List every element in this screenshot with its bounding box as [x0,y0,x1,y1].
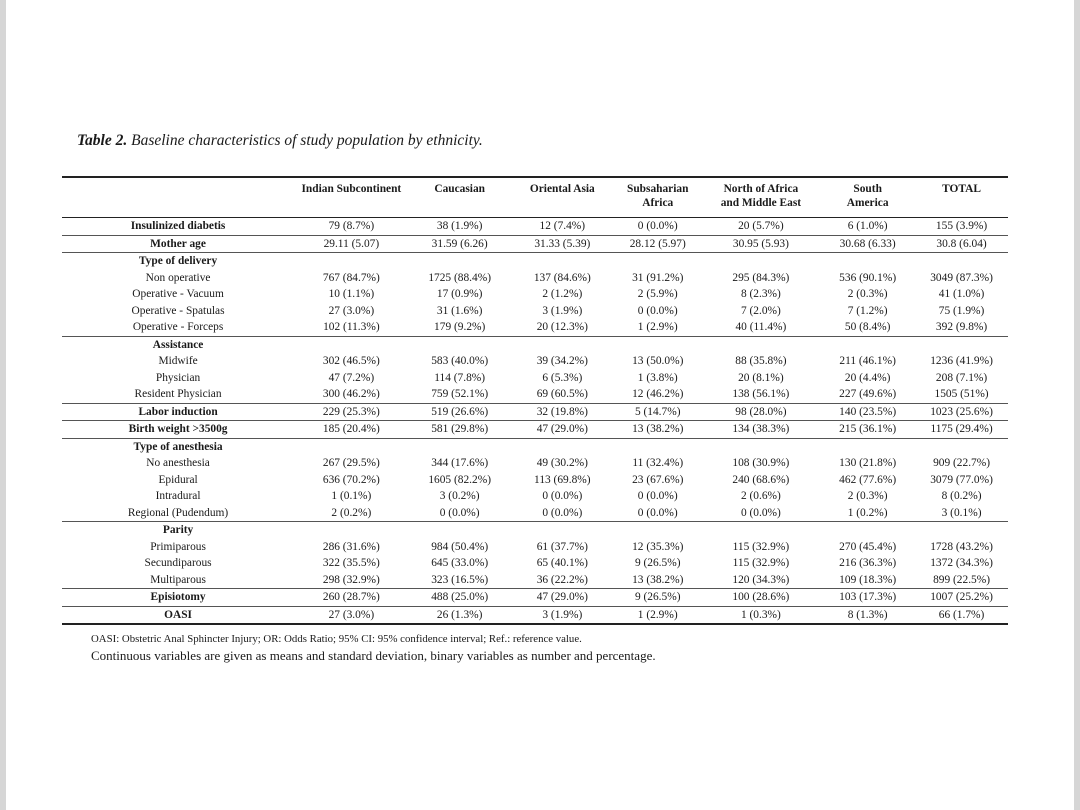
table-cell: 2 (0.6%) [740,490,781,502]
sub-row-label: Intradural [155,490,201,502]
table-row [62,353,1008,370]
table-row [62,606,1008,624]
table-row [62,286,1008,303]
column-header: Oriental Asia [511,177,614,218]
table-cell: 1023 (25.6%) [915,403,1008,421]
empty-cell [614,522,702,539]
table-cell: 8 (1.3%) [820,606,915,624]
table-cell: 100 (28.6%) [702,589,821,607]
table-cell: 302 (46.5%) [322,355,380,367]
table-cell: 11 (32.4%) [632,457,684,469]
table-cell: 3 (1.9%) [542,304,583,317]
sub-row-label: Epidural [158,473,198,486]
table-cell: 1 (0.1%) [331,490,372,502]
table-cell: 49 (30.2%) [536,457,588,469]
table-cell: 109 (18.3%) [820,572,915,589]
empty-cell [511,438,614,455]
table-cell: 1007 (25.2%) [915,589,1008,607]
table-cell: 8 (0.2%) [941,490,982,502]
table-cell: 29.11 (5.07) [294,235,409,253]
table-cell: 1 (2.9%) [614,606,702,624]
table-cell: 1728 (43.2%) [930,540,993,553]
table-cell: 344 (17.6%) [431,457,489,469]
table-cell: 61 (37.7%) [536,540,588,553]
table-cell: 36 (22.2%) [511,572,614,589]
table-cell: 581 (29.8%) [409,421,511,439]
row-label: Type of anesthesia [133,440,223,453]
table-cell: 216 (36.3%) [839,557,897,569]
table-cell: 115 (32.9%) [732,557,790,569]
sub-row-label: Physician [155,371,201,384]
sub-row-label: Secundiparous [144,557,212,569]
empty-cell [409,522,511,539]
table-cell: 767 (84.7%) [322,271,380,284]
table-cell: 69 (60.5%) [511,386,614,403]
row-label: Birth weight >3500g [62,421,294,439]
table-cell: 3 (0.1%) [915,505,1008,522]
table-cell: 1372 (34.3%) [930,557,993,569]
column-header: Subsaharian Africa [614,177,702,218]
table-row [62,572,1008,589]
table-cell: 30.68 (6.33) [820,235,915,253]
table-cell: 300 (46.2%) [294,386,409,403]
table-cell: 31 (1.6%) [436,304,483,317]
table-row [62,539,1008,556]
table-cell: 31.59 (6.26) [409,235,511,253]
table-cell: 0 (0.0%) [614,218,702,236]
section-header-row [62,522,1008,539]
table-cell: 0 (0.0%) [542,490,583,502]
table-cell: 270 (45.4%) [839,540,897,553]
table-cell: 1 (0.2%) [820,505,915,522]
table-cell: 3 (1.9%) [511,606,614,624]
table-cell: 0 (0.0%) [637,304,678,317]
table-cell: 17 (0.9%) [436,288,483,300]
empty-cell [820,336,915,353]
table-cell: 1236 (41.9%) [930,355,993,367]
table-cell: 108 (30.9%) [732,457,790,469]
table-body [62,218,1008,625]
empty-cell [294,438,409,455]
row-label: Assistance [152,338,204,351]
empty-cell [820,522,915,539]
table-row [62,403,1008,421]
table-cell: 13 (38.2%) [614,421,702,439]
sub-row-label: Midwife [158,355,198,367]
empty-cell [294,253,409,270]
table-cell: 0 (0.0%) [614,505,702,522]
table-cell: 137 (84.6%) [533,271,591,284]
empty-cell [409,438,511,455]
baseline-characteristics-table [62,176,1008,625]
table-cell: 298 (32.9%) [294,572,409,589]
table-cell: 1505 (51%) [915,386,1008,403]
table-cell: 3 (0.2%) [439,490,480,502]
table-cell: 12 (46.2%) [614,386,702,403]
row-label: Mother age [62,235,294,253]
table-caption-label: Table 2. [77,132,128,149]
table-cell: 392 (9.8%) [915,319,1008,336]
table-cell: 98 (28.0%) [702,403,821,421]
section-header-row [62,253,1008,270]
table-cell: 88 (35.8%) [735,355,787,367]
table-cell: 134 (38.3%) [702,421,821,439]
header-blank [62,177,294,218]
table-cell: 227 (49.6%) [820,386,915,403]
table-cell: 38 (1.9%) [409,218,511,236]
table-row [62,421,1008,439]
right-page-edge [1074,0,1080,810]
empty-cell [915,522,1008,539]
empty-cell [511,253,614,270]
table-cell: 240 (68.6%) [732,473,790,486]
table-cell: 5 (14.7%) [614,403,702,421]
empty-cell [294,336,409,353]
table-cell: 0 (0.0%) [702,505,821,522]
empty-cell [294,522,409,539]
table-cell: 138 (56.1%) [702,386,821,403]
table-cell: 140 (23.5%) [820,403,915,421]
row-label: Labor induction [62,403,294,421]
table-cell: 519 (26.6%) [409,403,511,421]
table-cell: 2 (0.2%) [294,505,409,522]
sub-row-label: Resident Physician [62,386,294,403]
table-cell: 115 (32.9%) [732,540,790,553]
table-cell: 267 (29.5%) [322,457,380,469]
table-cell: 8 (2.3%) [740,288,781,300]
table-cell: 759 (52.1%) [409,386,511,403]
table-cell: 155 (3.9%) [915,218,1008,236]
table-cell: 75 (1.9%) [938,304,985,317]
table-cell: 2 (0.3%) [847,490,888,502]
table-cell: 2 (5.9%) [637,288,678,300]
table-cell: 31 (91.2%) [632,271,684,284]
table-cell: 211 (46.1%) [839,355,896,367]
table-cell: 39 (34.2%) [536,355,588,367]
table-cell: 47 (7.2%) [328,371,375,384]
variables-note: Continuous variables are given as means and standard deviation, binary variables as number and percentage. [91,648,656,663]
row-label: Episiotomy [62,589,294,607]
table-row [62,555,1008,572]
column-header: South America [820,177,915,218]
table-cell: 9 (26.5%) [614,589,702,607]
table-cell: 0 (0.0%) [637,490,678,502]
section-header-row [62,438,1008,455]
table-cell: 130 (21.8%) [839,457,897,469]
table-cell: 20 (4.4%) [844,371,891,384]
table-row [62,235,1008,253]
table-cell: 645 (33.0%) [431,557,489,569]
table-cell: 66 (1.7%) [915,606,1008,624]
table-row [62,370,1008,387]
row-label: Type of delivery [138,255,218,267]
table-cell: 185 (20.4%) [294,421,409,439]
table-cell: 0 (0.0%) [511,505,614,522]
table-cell: 20 (5.7%) [702,218,821,236]
sub-row-label: Regional (Pudendum) [62,505,294,522]
empty-cell [614,253,702,270]
header-row [62,177,1008,218]
table-cell: 0 (0.0%) [409,505,511,522]
table-cell: 7 (2.0%) [740,304,781,317]
empty-cell [702,522,821,539]
table-cell: 229 (25.3%) [294,403,409,421]
empty-cell [614,336,702,353]
table-caption-text: Baseline characteristics of study population by ethnicity. [131,132,483,149]
table-cell: 27 (3.0%) [294,606,409,624]
table-cell: 41 (1.0%) [938,288,985,300]
table-cell: 323 (16.5%) [409,572,511,589]
empty-cell [915,438,1008,455]
column-header: TOTAL [915,177,1008,218]
table-cell: 12 (35.3%) [632,540,684,553]
empty-cell [614,438,702,455]
table-row [62,319,1008,336]
table-cell: 13 (50.0%) [632,355,684,367]
table-cell: 462 (77.6%) [839,473,897,486]
empty-cell [409,253,511,270]
column-header: Indian Subcontinent [294,177,409,218]
table-cell: 208 (7.1%) [935,371,988,384]
table-row [62,455,1008,472]
table-cell: 899 (22.5%) [915,572,1008,589]
table-cell: 7 (1.2%) [847,304,888,317]
table-cell: 9 (26.5%) [634,557,681,569]
table-cell: 260 (28.7%) [294,589,409,607]
column-header: Caucasian [409,177,511,218]
table-cell: 2 (1.2%) [542,288,583,300]
table-row [62,386,1008,403]
sub-row-label: Multiparous [62,572,294,589]
empty-cell [702,438,821,455]
table-cell: 20 (12.3%) [511,319,614,336]
table-cell: 909 (22.7%) [933,457,991,469]
table-cell: 28.12 (5.97) [614,235,702,253]
table-cell: 636 (70.2%) [322,473,380,486]
sub-row-label: Operative - Forceps [62,319,294,336]
empty-cell [820,438,915,455]
table-cell: 102 (11.3%) [294,319,409,336]
empty-cell [915,253,1008,270]
sub-row-label: Operative - Spatulas [131,304,225,317]
table-cell: 295 (84.3%) [732,271,790,284]
table-row [62,505,1008,522]
table-cell: 488 (25.0%) [409,589,511,607]
column-header: North of Africa and Middle East [702,177,821,218]
table-cell: 47 (29.0%) [511,589,614,607]
empty-cell [511,522,614,539]
table-cell: 103 (17.3%) [820,589,915,607]
empty-cell [702,336,821,353]
table-cell: 31.33 (5.39) [511,235,614,253]
table-cell: 27 (3.0%) [328,304,375,317]
table-cell: 984 (50.4%) [431,540,489,553]
table-cell: 120 (34.3%) [702,572,821,589]
table-cell: 23 (67.6%) [632,473,684,486]
table-cell: 583 (40.0%) [431,355,489,367]
table-cell: 20 (8.1%) [738,371,784,384]
table-cell: 1 (0.3%) [702,606,821,624]
table-cell: 32 (19.8%) [511,403,614,421]
table-cell: 113 (69.8%) [534,473,591,486]
sub-row-label: Primiparous [150,540,206,553]
table-cell: 30.8 (6.04) [915,235,1008,253]
table-cell: 286 (31.6%) [322,540,380,553]
table-cell: 215 (36.1%) [820,421,915,439]
left-page-edge [0,0,6,810]
table-cell: 13 (38.2%) [614,572,702,589]
row-label: Parity [162,524,194,536]
sub-row-label: No anesthesia [146,457,210,469]
table-cell: 322 (35.5%) [322,557,380,569]
table-cell: 114 (7.8%) [434,371,486,384]
empty-cell [915,336,1008,353]
table-cell: 47 (29.0%) [511,421,614,439]
table-row [62,218,1008,236]
table-cell: 1725 (88.4%) [428,271,491,284]
table-cell: 50 (8.4%) [820,319,915,336]
table-cell: 1 (2.9%) [614,319,702,336]
table-cell: 536 (90.1%) [839,271,897,284]
section-header-row [62,336,1008,353]
table-cell: 2 (0.3%) [847,288,888,300]
sub-row-label: Non operative [145,271,211,284]
table-cell: 3079 (77.0%) [930,473,993,486]
table-cell: 1605 (82.2%) [428,473,491,486]
table-cell: 79 (8.7%) [294,218,409,236]
abbreviations-note: OASI: Obstetric Anal Sphincter Injury; OR: Odds Ratio; 95% CI: 95% confidence interval; Ref.: reference value. [91,633,582,645]
table-cell: 65 (40.1%) [536,557,588,569]
table-cell: 179 (9.2%) [409,319,511,336]
table-row [62,589,1008,607]
table-cell: 1175 (29.4%) [915,421,1008,439]
table-row [62,472,1008,489]
empty-cell [820,253,915,270]
empty-cell [702,253,821,270]
table-cell: 26 (1.3%) [409,606,511,624]
table-caption [77,132,483,150]
table-cell: 10 (1.1%) [328,288,375,300]
row-label: Insulinized diabetis [62,218,294,236]
table-cell: 6 (1.0%) [820,218,915,236]
empty-cell [511,336,614,353]
table-row [62,303,1008,320]
table-cell: 40 (11.4%) [702,319,821,336]
table-cell: 3049 (87.3%) [930,271,993,284]
table-cell: 12 (7.4%) [511,218,614,236]
table-cell: 30.95 (5.93) [702,235,821,253]
row-label: OASI [62,606,294,624]
table-cell: 6 (5.3%) [542,371,583,384]
table-row [62,488,1008,505]
empty-cell [409,336,511,353]
table-row [62,270,1008,287]
table-cell: 1 (3.8%) [637,371,678,384]
sub-row-label: Operative - Vacuum [132,288,224,300]
